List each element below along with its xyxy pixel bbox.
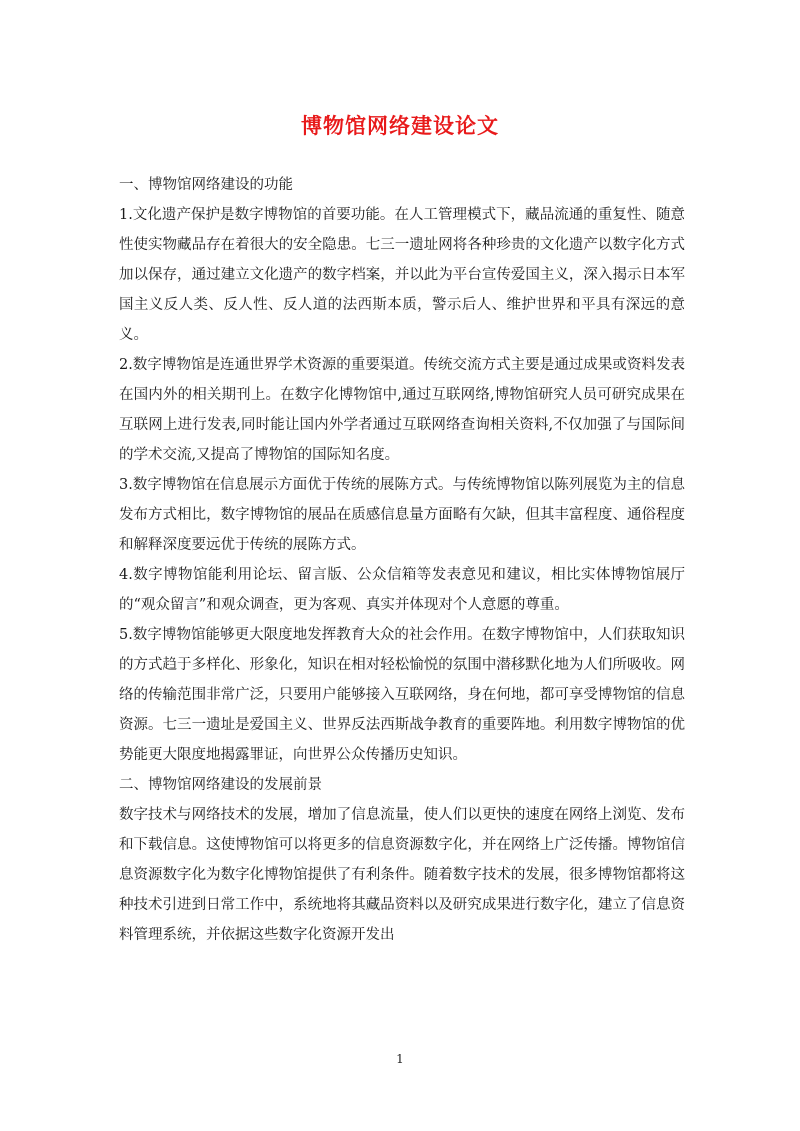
paragraph-3: 3.数字博物馆在信息展示方面优于传统的展陈方式。与传统博物馆以陈列展览为主的信息发布方式相比，数字博物馆的展品在质感信息量方面略有欠缺，但其丰富程度、通俗程度和解释深度要远优于传统的展陈方式。 bbox=[119, 477, 685, 553]
page-title: 博物馆网络建设论文 bbox=[301, 113, 499, 138]
page-number: 1 bbox=[396, 1052, 404, 1066]
paragraph-6: 数字技术与网络技术的发展，增加了信息流量，使人们以更快的速度在网络上浏览、发布和下载信息。这使博物馆可以将更多的信息资源数字化，并在网络上广泛传播。博物馆信息资源数字化为数字化博物馆提供了有利条件。随着数字技术的发展，很多博物馆都将这种技术引进到日常工作中，系统地将其藏品资料以及研究成果进行数字化，建立了信息资料管理系统，并依据这些数字化资源开发出 bbox=[119, 807, 685, 943]
document-body bbox=[119, 170, 685, 950]
paragraph-1: 1.文化遗产保护是数字博物馆的首要功能。在人工管理模式下，藏品流通的重复性、随意性使实物藏品存在着很大的安全隐患。七三一遗址网将各种珍贵的文化遗产以数字化方式加以保存，通过建立文化遗产的数字档案，并以此为平台宣传爱国主义，深入揭示日本军国主义反人类、反人性、反人道的法西斯本质，警示后人、维护世界和平具有深远的意义。 bbox=[119, 207, 685, 343]
paragraph-2: 2.数字博物馆是连通世界学术资源的重要渠道。传统交流方式主要是通过成果或资料发表在国内外的相关期刊上。在数字化博物馆中,通过互联网络,博物馆研究人员可研究成果在互联网上进行发表,同时能让国内外学者通过互联网络查询相关资料,不仅加强了与国际间的学术交流,又提高了博物馆的国际知名度。 bbox=[119, 357, 685, 463]
section-heading-1: 一、博物馆网络建设的功能 bbox=[119, 177, 293, 193]
paragraph-4: 4.数字博物馆能利用论坛、留言版、公众信箱等发表意见和建议，相比实体博物馆展厅的“观众留言”和观众调查，更为客观、真实并体现对个人意愿的尊重。 bbox=[119, 567, 685, 613]
paragraph-5: 5.数字博物馆能够更大限度地发挥教育大众的社会作用。在数字博物馆中，人们获取知识的方式趋于多样化、形象化，知识在相对轻松愉悦的氛围中潜移默化地为人们所吸收。网络的传输范围非常广泛，只要用户能够接入互联网络，身在何地，都可享受博物馆的信息资源。七三一遗址是爱国主义、世界反法西斯战争教育的重要阵地。利用数字博物馆的优势能更大限度地揭露罪证，向世界公众传播历史知识。 bbox=[119, 627, 685, 763]
section-heading-2: 二、博物馆网络建设的发展前景 bbox=[119, 777, 322, 793]
